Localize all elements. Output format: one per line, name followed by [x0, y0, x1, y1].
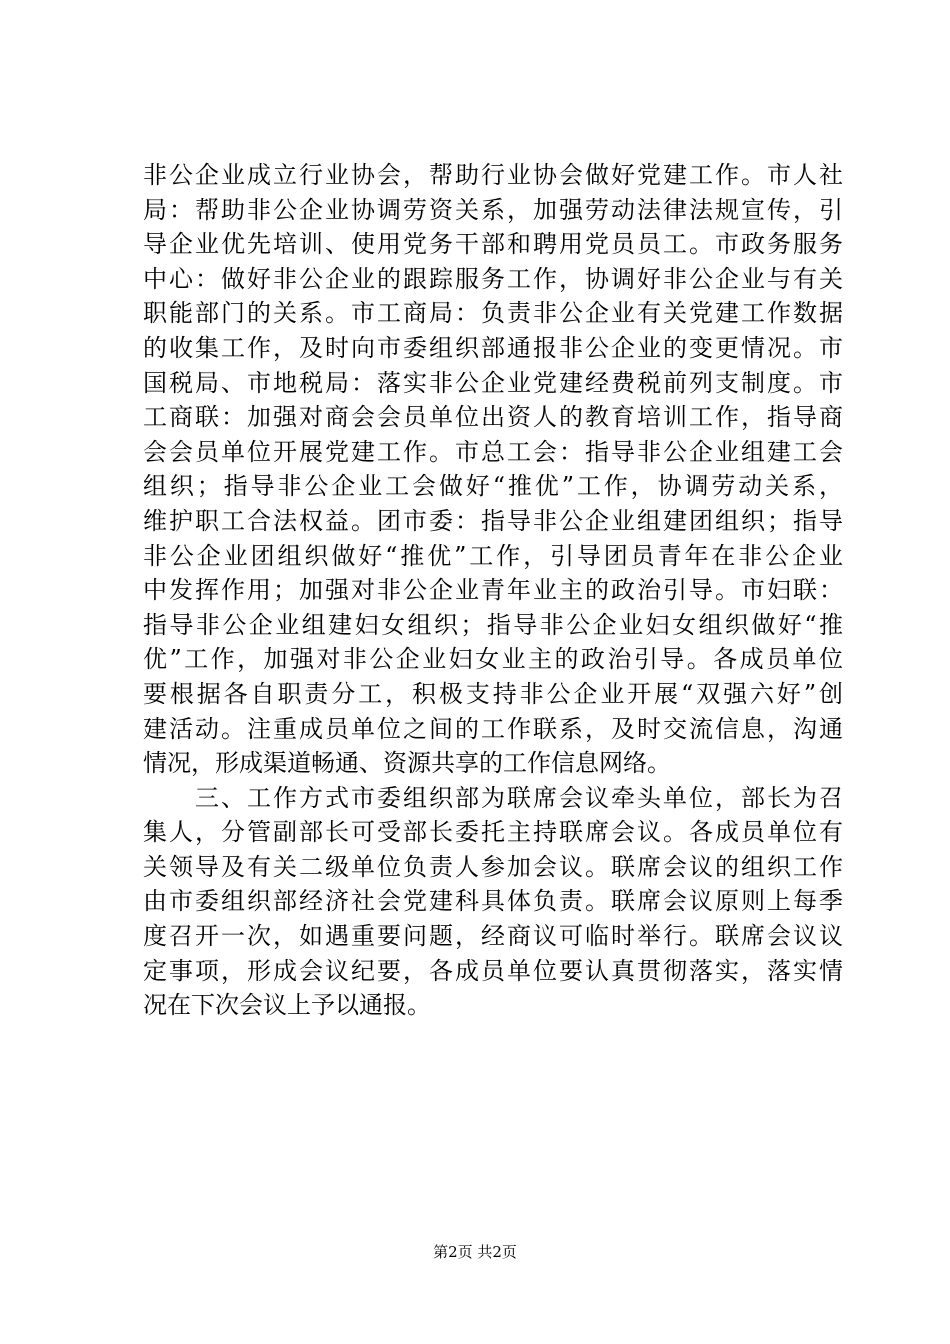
text-line: 局：帮助非公企业协调劳资关系，加强劳动法律法规宣传，引: [143, 195, 843, 224]
text-line: 非公企业成立行业协会，帮助行业协会做好党建工作。市人社: [143, 161, 843, 189]
text-line: 导企业优先培训、使用党务干部和聘用党员员工。市政务服务: [143, 230, 843, 259]
text-line: 要根据各自职责分工，积极支持非公企业开展“双强六好”创: [143, 679, 843, 708]
text-line: 国税局、市地税局：落实非公企业党建经费税前列支制度。市: [143, 368, 843, 397]
text-line: 指导非公企业组建妇女组织；指导非公企业妇女组织做好“推: [143, 610, 843, 639]
text-line: 的收集工作，及时向市委组织部通报非公企业的变更情况。市: [143, 333, 843, 362]
text-line: 维护职工合法权益。团市委：指导非公企业组建团组织；指导: [143, 506, 843, 535]
text-line: 工商联：加强对商会会员单位出资人的教育培训工作，指导商: [143, 403, 843, 432]
text-line: 非公企业团组织做好“推优”工作，引导团员青年在非公企业: [143, 541, 843, 570]
text-line: 中发挥作用；加强对非公企业青年业主的政治引导。市妇联：: [143, 576, 843, 605]
text-line: 优”工作，加强对非公企业妇女业主的政治引导。各成员单位: [143, 645, 843, 674]
page-footer: 第2页 共2页: [433, 1243, 517, 1261]
text-line: 组织；指导非公企业工会做好“推优”工作，协调劳动关系，: [143, 472, 843, 501]
paragraph-end-line: 情况，形成渠道畅通、资源共享的工作信息网络。: [143, 749, 671, 778]
text-line: 建活动。注重成员单位之间的工作联系，及时交流信息，沟通: [143, 714, 843, 743]
text-line: 度召开一次，如遇重要问题，经商议可临时举行。联席会议议: [143, 922, 843, 951]
text-line: 职能部门的关系。市工商局：负责非公企业有关党建工作数据: [143, 299, 843, 328]
text-line: 集人，分管副部长可受部长委托主持联席会议。各成员单位有: [143, 818, 843, 847]
text-line: 定事项，形成会议纪要，各成员单位要认真贯彻落实，落实情: [143, 956, 843, 985]
text-line: 中心：做好非公企业的跟踪服务工作，协调好非公企业与有关: [143, 264, 843, 293]
text-line: 三、工作方式市委组织部为联席会议牵头单位，部长为召: [143, 783, 843, 812]
body-text: [143, 158, 843, 1023]
text-line: 会会员单位开展党建工作。市总工会：指导非公企业组建工会: [143, 437, 843, 466]
text-line: 关领导及有关二级单位负责人参加会议。联席会议的组织工作: [143, 852, 843, 881]
text-line: 由市委组织部经济社会党建科具体负责。联席会议原则上每季: [143, 887, 843, 916]
paragraph-end-line: 况在下次会议上予以通报。: [143, 991, 431, 1020]
